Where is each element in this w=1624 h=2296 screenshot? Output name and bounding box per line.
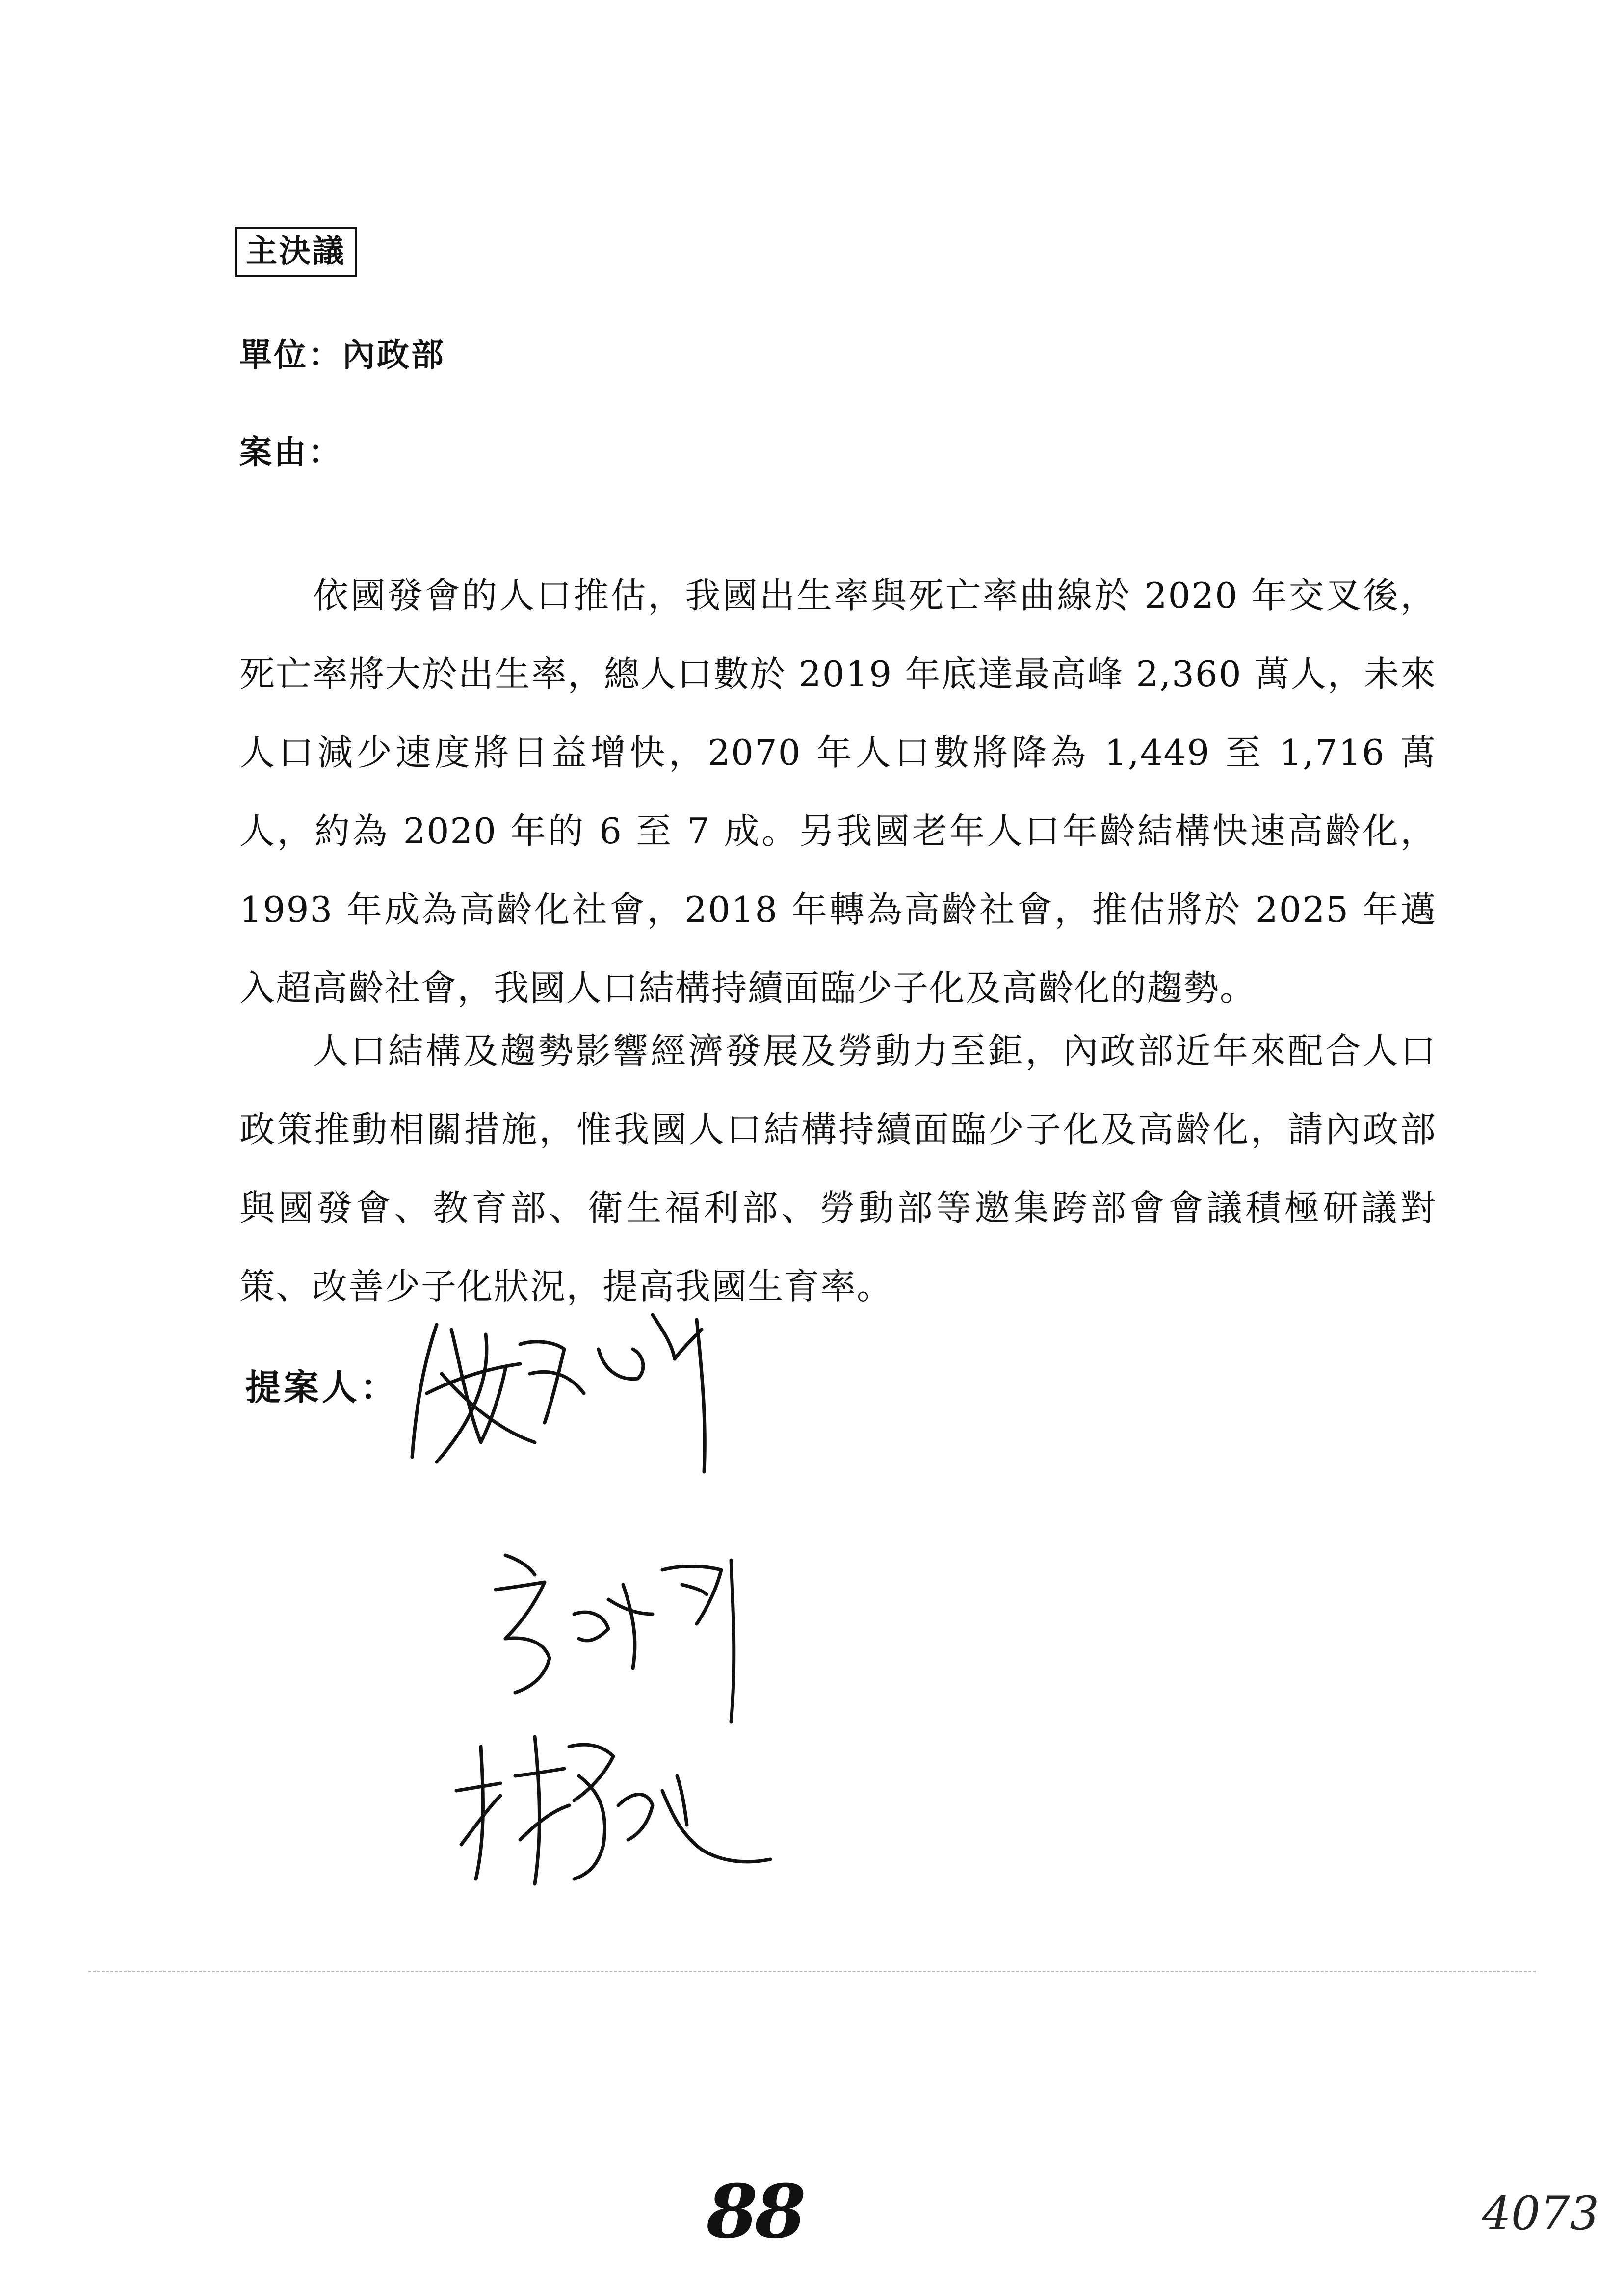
scan-artifact-line (88, 1971, 1536, 1972)
handwritten-signature-2 (476, 1540, 751, 1747)
resolution-heading: 主決議 (235, 227, 357, 277)
proposer-label: 提案人： (245, 1366, 399, 1408)
corner-handwritten-number: 4073 (1482, 2187, 1599, 2241)
handwritten-signature-1 (407, 1295, 716, 1487)
body-paragraph-1: 依國發會的人口推估，我國出生率與死亡率曲線於 2020 年交叉後，死亡率將大於出生率，總人口數於 2019 年底達最高峰 2,360 萬人，未來人口減少速度將日益增快，2070 年人口數將降為 1,449 至 1,716 萬人，約為 2020 年的 6 至 7 成。另我國老年人口年齡結構快速高齡化，1993 年成為高齡化社會，2018 年轉為高齡社會，推估將於 2025 年邁入超高齡社會，我國人口結構持續面臨少子化及高齡化的趨勢。 (239, 575, 1437, 1009)
body-paragraph-2: 人口結構及趨勢影響經濟發展及勞動力至鉅，內政部近年來配合人口政策推動相關措施，惟我國人口結構持續面臨少子化及高齡化，請內政部與國發會、教育部、衛生福利部、勞動部等邀集跨部會會議積極研議對策、改善少子化狀況，提高我國生育率。 (239, 1030, 1437, 1307)
handwritten-signature-3 (442, 1717, 775, 1894)
cause-label: 案由： (239, 433, 342, 471)
unit-line: 單位：內政部 (239, 336, 445, 374)
page-number: 88 (707, 2168, 803, 2255)
